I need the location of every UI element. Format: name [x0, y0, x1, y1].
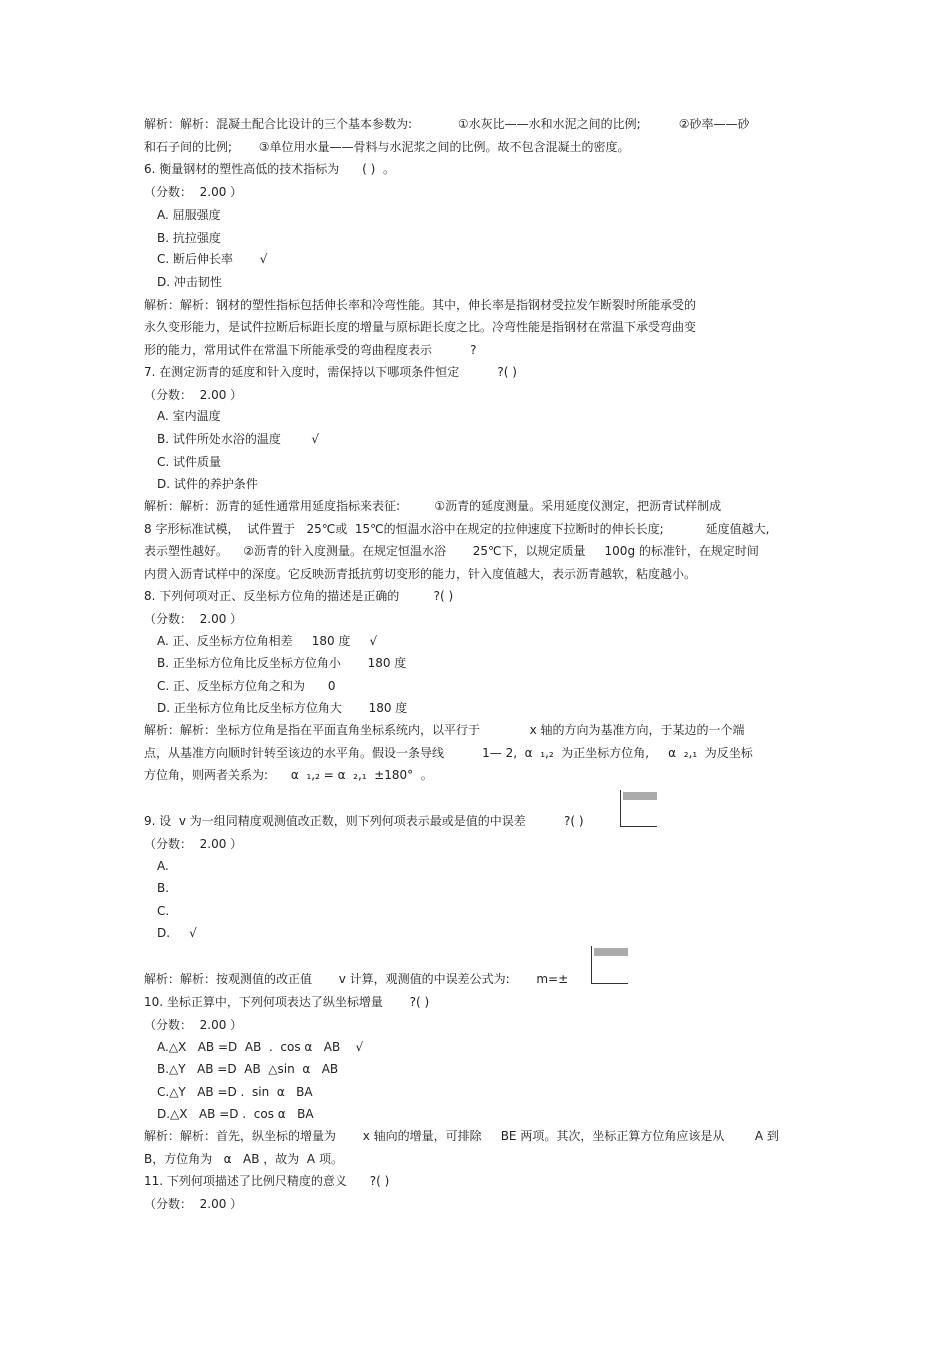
text-line: （分数： 2.00 ）: [144, 837, 243, 851]
formula-image-placeholder: [594, 948, 628, 956]
text-line: 7. 在测定沥青的延度和针入度时，需保持以下哪项条件恒定 ?( ): [144, 365, 517, 379]
text-line: D. 试件的养护条件: [157, 477, 258, 491]
text-line: 解析：解析：混凝土配合比设计的三个基本参数为: ①水灰比——水和水泥之间的比例; ②砂率——砂: [144, 117, 750, 131]
formula-image-analysis: [591, 946, 628, 984]
text-line: 方位角，则两者关系为: α ₁,₂ = α ₂,₁ ±180° 。: [144, 768, 433, 782]
text-line: 解析：解析：按观测值的改正值 v 计算，观测值的中误差公式为: m=±: [144, 972, 569, 986]
text-line: 9. 设 v 为一组同精度观测值改正数，则下列何项表示最或是值的中误差 ?( ): [144, 814, 584, 828]
text-line: A. 正、反坐标方位角相差 180 度 √: [157, 634, 378, 648]
text-line: 8 字形标准试模， 试件置于 25℃或 15℃的恒温水浴中在规定的拉伸速度下拉断时的伸长长度; 延度值越大,: [144, 522, 770, 536]
text-line: A. 屈服强度: [157, 208, 221, 222]
text-line: 11. 下列何项描述了比例尺精度的意义 ?( ): [144, 1174, 390, 1188]
text-line: B.: [157, 881, 170, 895]
text-line: 和石子间的比例; ③单位用水量——骨料与水泥浆之间的比例。故不包含混凝土的密度。: [144, 140, 630, 154]
text-line: D. 冲击韧性: [157, 275, 222, 289]
text-line: （分数： 2.00 ）: [144, 388, 243, 402]
text-line: B.△Y AB =D AB △sin α AB: [157, 1062, 339, 1076]
text-line: 点，从基准方向顺时针转至该边的水平角。假设一条导线 1— 2, α ₁,₂ 为正坐标方位角, α ₂,₁ 为反坐标: [144, 746, 753, 760]
text-line: 解析：解析：沥青的延性通常用延度指标来表征: ①沥青的延度测量。采用延度仪测定，把沥青试样制成: [144, 499, 722, 513]
text-line: 解析：解析：坐标方位角是指在平面直角坐标系统内，以平行于 x 轴的方向为基准方向，于某边的一个端: [144, 723, 745, 737]
text-line: 解析：解析：首先，纵坐标的增量为 x 轴向的增量，可排除 BE 两项。其次，坐标正算方位角应该是从 A 到: [144, 1129, 779, 1143]
text-line: D. 正坐标方位角比反坐标方位角大 180 度: [157, 701, 408, 715]
text-line: C. 试件质量: [157, 455, 222, 469]
text-line: A.: [157, 859, 169, 873]
text-line: 形的能力，常用试件在常温下所能承受的弯曲程度表示 ?: [144, 343, 477, 357]
text-line: B. 抗拉强度: [157, 231, 221, 245]
formula-image-placeholder: [623, 792, 657, 800]
text-line: A.△X AB =D AB . cos α AB √: [157, 1040, 364, 1054]
text-line: （分数： 2.00 ）: [144, 612, 243, 626]
text-line: C. 断后伸长率 √: [157, 252, 268, 266]
text-line: 永久变形能力，是试件拉断后标距长度的增量与原标距长度之比。冷弯性能是指钢材在常温下承受弯曲变: [144, 320, 697, 334]
text-line: 8. 下列何项对正、反坐标方位角的描述是正确的 ?( ): [144, 589, 454, 603]
text-line: D. √: [157, 926, 197, 940]
text-line: B. 正坐标方位角比反坐标方位角小 180 度: [157, 656, 407, 670]
text-line: 6. 衡量钢材的塑性高低的技术指标为 ( ) 。: [144, 162, 395, 176]
text-line: 10. 坐标正算中，下列何项表达了纵坐标增量 ?( ): [144, 995, 430, 1009]
text-line: 内贯入沥青试样中的深度。它反映沥青抵抗剪切变形的能力，针入度值越大，表示沥青越软，粘度越小。: [144, 567, 697, 581]
text-line: D.△X AB =D . cos α BA: [157, 1107, 314, 1121]
text-line: C.: [157, 904, 170, 918]
text-line: B. 试件所处水浴的温度 √: [157, 432, 320, 446]
text-line: C.△Y AB =D . sin α BA: [157, 1085, 313, 1099]
text-line: （分数： 2.00 ）: [144, 1197, 243, 1211]
text-line: 表示塑性越好。 ②沥青的针入度测量。在规定恒温水浴 25℃下，以规定质量 100g 的标准针，在规定时间: [144, 544, 759, 558]
text-line: B，方位角为 α AB ，故为 A 项。: [144, 1152, 343, 1166]
text-line: C. 正、反坐标方位角之和为 0: [157, 679, 336, 693]
text-line: A. 室内温度: [157, 409, 221, 423]
text-line: （分数： 2.00 ）: [144, 185, 243, 199]
text-line: （分数： 2.00 ）: [144, 1018, 243, 1032]
text-line: 解析：解析：钢材的塑性指标包括伸长率和冷弯性能。其中，伸长率是指钢材受拉发乍断裂时所能承受的: [144, 298, 697, 312]
formula-image-q9: [620, 790, 657, 827]
